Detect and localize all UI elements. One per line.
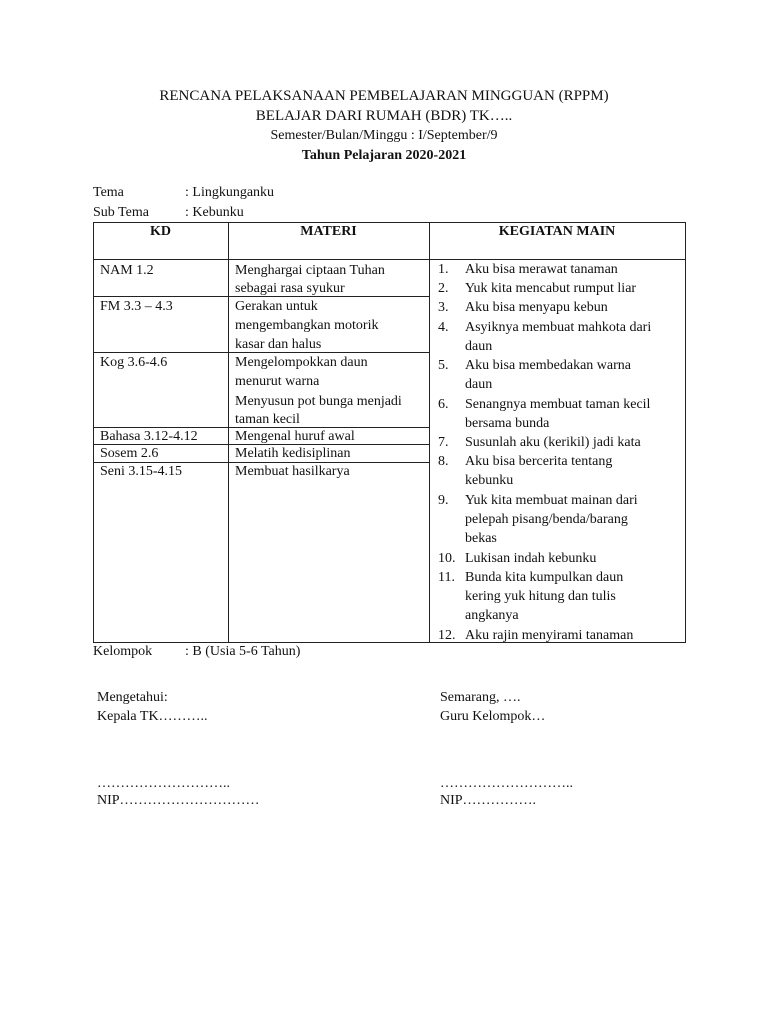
activity-text: Aku bisa membedakan warna xyxy=(465,358,631,373)
materi-line: kasar dan halus xyxy=(235,337,322,352)
kd-cell: Sosem 2.6 xyxy=(100,446,159,461)
materi-line: Mengenal huruf awal xyxy=(235,429,355,444)
materi-line: Gerakan untuk xyxy=(235,299,318,314)
signature-right-nip: NIP……………. xyxy=(440,793,537,808)
document-subtitle: BELAJAR DARI RUMAH (BDR) TK….. xyxy=(255,108,513,124)
activity-text: Susunlah aku (kerikil) jadi kata xyxy=(465,435,641,450)
activity-number: 6. xyxy=(438,397,449,412)
document-title: RENCANA PELAKSANAAN PEMBELAJARAN MINGGUAN (RPPM) xyxy=(159,88,609,104)
activity-number: 8. xyxy=(438,454,449,469)
activity-number: 5. xyxy=(438,358,449,373)
activity-text: daun xyxy=(465,377,493,392)
activity-text: kebunku xyxy=(465,473,514,488)
activity-number: 7. xyxy=(438,435,449,450)
activity-text: angkanya xyxy=(465,608,519,623)
materi-line: sebagai rasa syukur xyxy=(235,281,345,296)
activity-number: 2. xyxy=(438,281,449,296)
subtema-label: Sub Tema xyxy=(93,205,149,220)
materi-line: Menghargai ciptaan Tuhan xyxy=(235,263,385,278)
activity-number: 1. xyxy=(438,262,449,277)
activity-text: Lukisan indah kebunku xyxy=(465,551,597,566)
activity-number: 3. xyxy=(438,300,449,315)
subtema-value: : Kebunku xyxy=(185,205,244,220)
signature-right-role: Guru Kelompok… xyxy=(440,709,546,724)
activity-text: Bunda kita kumpulkan daun xyxy=(465,570,624,585)
signature-right-name-line: ……………………….. xyxy=(440,776,573,791)
activity-text: Yuk kita membuat mainan dari xyxy=(465,493,638,508)
kd-cell: Bahasa 3.12-4.12 xyxy=(100,429,198,444)
kd-cell: FM 3.3 – 4.3 xyxy=(100,299,173,314)
materi-line: mengembangkan motorik xyxy=(235,318,379,333)
activity-text: Aku bisa menyapu kebun xyxy=(465,300,608,315)
activity-text: Senangnya membuat taman kecil xyxy=(465,397,651,412)
materi-line: taman kecil xyxy=(235,412,300,427)
materi-line: Membuat hasilkarya xyxy=(235,464,350,479)
activity-text: daun xyxy=(465,339,493,354)
materi-line: Melatih kedisiplinan xyxy=(235,446,351,461)
activity-text: bersama bunda xyxy=(465,416,550,431)
kelompok-label: Kelompok xyxy=(93,644,153,659)
activity-number: 11. xyxy=(438,570,455,585)
signature-left-nip: NIP………………………… xyxy=(97,793,260,808)
activity-text: Aku rajin menyirami tanaman xyxy=(465,628,634,643)
activity-number: 12. xyxy=(438,628,456,643)
activity-number: 9. xyxy=(438,493,449,508)
header-kegiatan: KEGIATAN MAIN xyxy=(498,224,616,239)
activity-text: Asyiknya membuat mahkota dari xyxy=(465,320,652,335)
tema-label: Tema xyxy=(93,185,124,200)
signature-left-name-line: ……………………….. xyxy=(97,776,230,791)
activity-number: 10. xyxy=(438,551,456,566)
signature-left-role: Kepala TK……….. xyxy=(97,709,208,724)
kelompok-value: : B (Usia 5-6 Tahun) xyxy=(185,644,301,659)
kd-cell: NAM 1.2 xyxy=(100,263,154,278)
materi-line: Mengelompokkan daun xyxy=(235,355,368,370)
kd-cell: Seni 3.15-4.15 xyxy=(100,464,183,479)
tema-value: : Lingkunganku xyxy=(185,185,275,200)
semester-info: Semester/Bulan/Minggu : I/September/9 xyxy=(270,128,498,143)
kd-cell: Kog 3.6-4.6 xyxy=(100,355,168,370)
activity-text: pelepah pisang/benda/barang xyxy=(465,512,628,527)
academic-year: Tahun Pelajaran 2020-2021 xyxy=(301,148,467,163)
materi-line: Menyusun pot bunga menjadi xyxy=(235,394,402,409)
activity-text: Yuk kita mencabut rumput liar xyxy=(465,281,637,296)
activity-text: Aku bisa merawat tanaman xyxy=(465,262,618,277)
activity-text: bekas xyxy=(465,531,497,546)
activity-text: Aku bisa bercerita tentang xyxy=(465,454,613,469)
activity-number: 4. xyxy=(438,320,449,335)
header-kd: KD xyxy=(150,224,171,239)
signature-right-place-date: Semarang, …. xyxy=(440,690,521,705)
signature-left-heading: Mengetahui: xyxy=(97,690,168,705)
materi-line: menurut warna xyxy=(235,374,320,389)
header-materi: MATERI xyxy=(300,224,357,239)
activity-text: kering yuk hitung dan tulis xyxy=(465,589,616,604)
